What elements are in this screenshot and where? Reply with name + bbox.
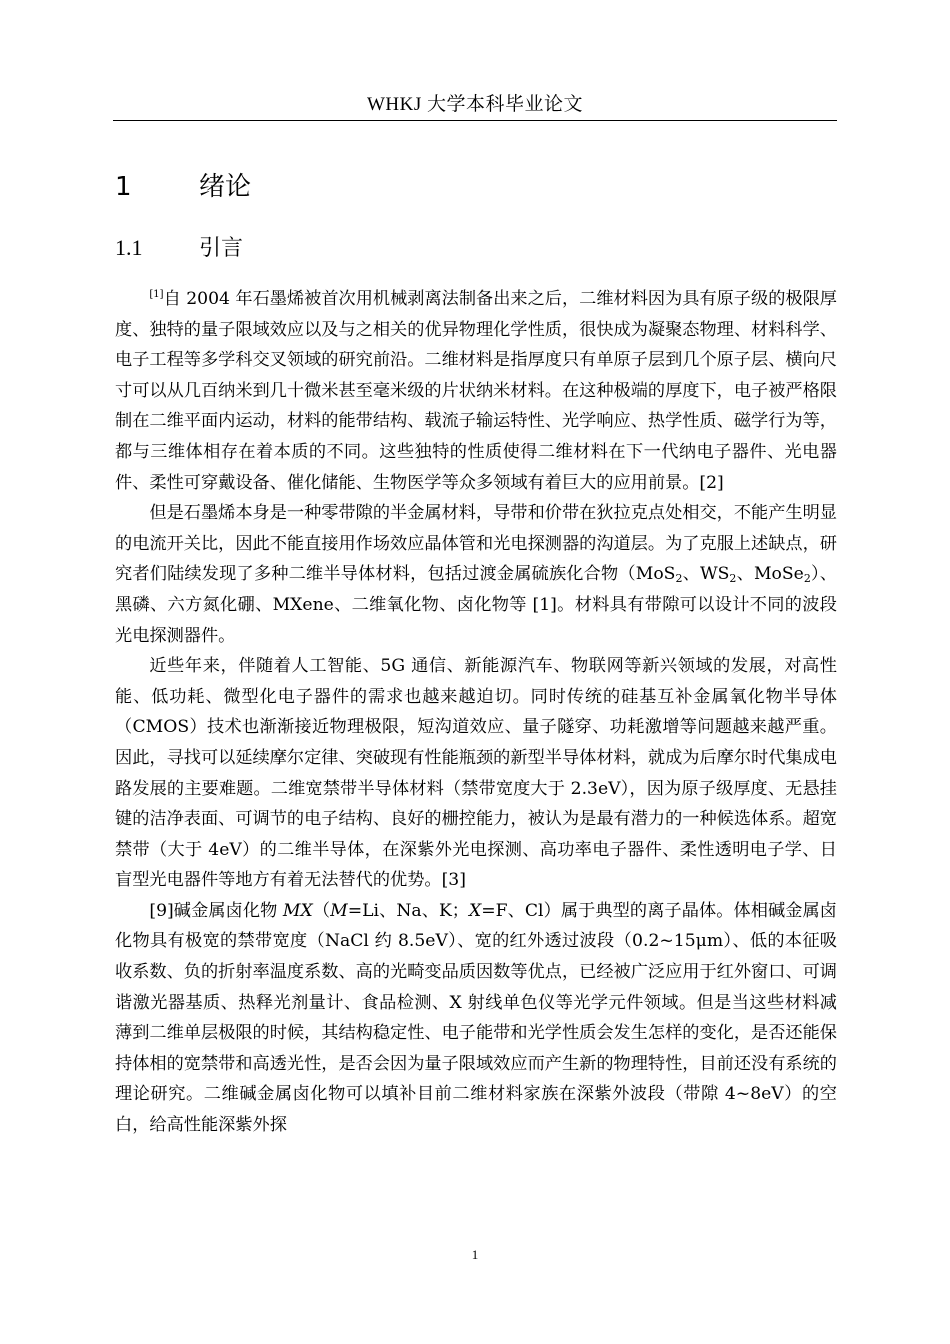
paragraph-4 [115,896,837,1141]
paragraph-2 [115,498,837,651]
paragraph-4-text: （ [312,900,331,921]
paragraph-1 [115,284,837,498]
citation-marker: [1] [149,289,164,300]
section-number: 1.1 [115,235,143,260]
paragraph-4-text: [9]碱金属卤化物 [149,900,283,921]
formula-symbol: X [469,900,482,921]
subscript: 2 [675,572,683,586]
chapter-number: 1 [115,172,132,202]
paragraph-2-text: 、MoSe [736,564,804,585]
page-number: 1 [471,1247,479,1262]
paragraph-4-text: =Li、Na、K； [347,900,469,921]
paragraph-1-text: 自 2004 年石墨烯被首次用机械剥离法制备出来之后，二维材料因为具有原子级的极限厚度、独特的量子限域效应以及与之相关的优异物理化学性质，很快成为凝聚态物理、材料科学、电子工程等多学科交叉领域的研究前沿。二维材料是指厚度只有单原子层到几个原子层、横向尺寸可以从几百纳米到几十微米甚至毫米级的片状纳米材料。在这种极端的厚度下，电子被严格限制在二维平面内运动，材料的能带结构、载流子输运特性、光学响应、热学性质、磁学行为等，都与三维体相存在着本质的不同。这些独特的性质使得二维材料在下一代纳电子器件、光电器件、柔性可穿戴设备、催化储能、生物医学等众多领域有着巨大的应用前景。[2] [115,289,837,493]
chapter-heading [115,170,251,204]
subscript: 2 [803,572,811,586]
paragraph-2-text: 但是石墨烯本身是一种零带隙的半金属材料，导带和价带在狄拉克点处相交，不能产生明显的电流开关比，因此不能直接用作场效应晶体管和光电探测器的沟道层。为了克服上述缺点，研究者们陆续发现了多种二维半导体材料，包括过渡金属硫族化合物（MoS [115,503,837,585]
paragraph-4-text: =F、Cl）属于典型的离子晶体。体相碱金属卤化物具有极宽的禁带宽度（NaCl 约 8.5eV）、宽的红外透过波段（0.2~15μm）、低的本征吸收系数、负的折射率温度系数、高的光畸变品质因数等优点，已经被广泛应用于红外窗口、可调谐激光器基质、热释光剂量计、食品检测、X 射线单色仪等光学元件领域。但是当这些材料减薄到二维单层极限的时候，其结构稳定性、电子能带和光学性质会发生怎样的变化，是否还能保持体相的宽禁带和高透光性，是否会因为量子限域效应而产生新的物理特性，目前还没有系统的理论研究。二维碱金属卤化物可以填补目前二维材料家族在深紫外波段（带隙 4~8eV）的空白，给高性能深紫外探 [115,900,837,1136]
header-rule [113,120,837,121]
subscript: 2 [729,572,737,586]
section-heading [115,233,243,264]
formula-symbol: MX [282,900,313,921]
paragraph-2-text: ）、黑磷、六方氮化硼、MXene、二维氧化物、卤化物等 [1]。材料具有带隙可以设计不同的波段光电探测器件。 [115,564,837,646]
body-text [115,284,837,1141]
section-title: 引言 [199,236,244,261]
chapter-title: 绪论 [199,172,252,202]
formula-symbol: M [330,900,348,921]
paragraph-3-text: 近些年来，伴随着人工智能、5G 通信、新能源汽车、物联网等新兴领域的发展，对高性能、低功耗、微型化电子器件的需求也越来越迫切。同时传统的硅基互补金属氧化物半导体（CMOS）技术也渐渐接近物理极限，短沟道效应、量子隧穿、功耗激增等问题越来越严重。因此，寻找可以延续摩尔定律、突破现有性能瓶颈的新型半导体材料，就成为后摩尔时代集成电路发展的主要难题。二维宽禁带半导体材料（禁带宽度大于 2.3eV），因为原子级厚度、无悬挂键的洁净表面、可调节的电子结构、良好的栅控能力，被认为是最有潜力的一种候选体系。超宽禁带（大于 4eV）的二维半导体，在深紫外光电探测、高功率电子器件、柔性透明电子学、日盲型光电器件等地方有着无法替代的优势。[3] [115,656,837,891]
paragraph-3 [115,651,837,896]
page-header-title: WHKJ 大学本科毕业论文 [366,94,584,115]
paragraph-2-text: 、WS [682,564,730,585]
